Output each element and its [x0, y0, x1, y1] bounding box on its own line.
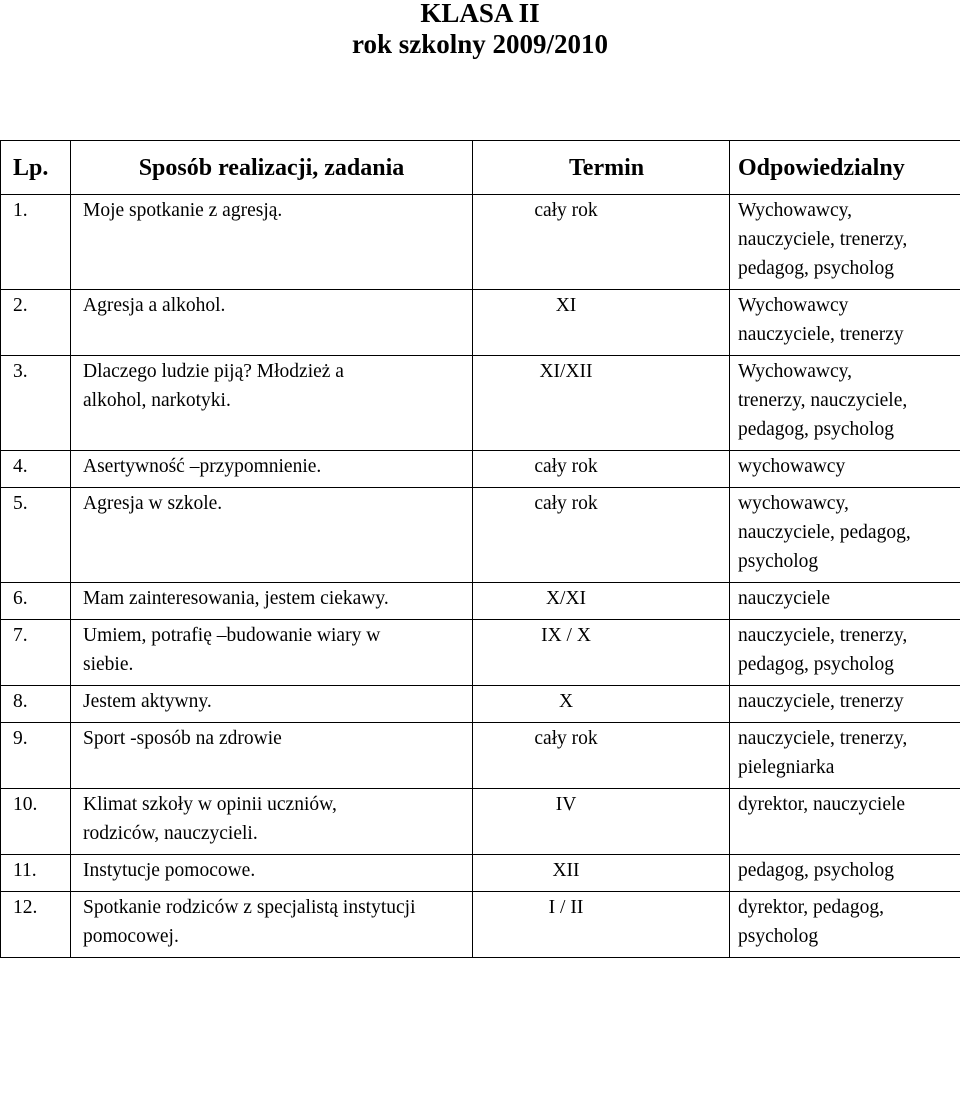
responsible-line: nauczyciele, pedagog, — [738, 522, 911, 543]
responsible-cell — [730, 686, 960, 723]
row-number: 7. — [1, 620, 71, 686]
document-title — [0, 0, 960, 60]
responsible-line: nauczyciele, trenerzy, — [738, 229, 908, 250]
responsible-line: Wychowawcy, — [738, 200, 852, 221]
term-cell: cały rok — [473, 723, 730, 789]
responsible-line: wychowawcy, — [738, 493, 849, 514]
table-row — [1, 686, 960, 723]
task-cell — [71, 451, 473, 488]
responsible-line: nauczyciele — [738, 588, 831, 609]
table-header-row — [1, 141, 960, 195]
responsible-cell — [730, 723, 960, 789]
table-row — [1, 488, 960, 583]
responsible-line: nauczyciele, trenerzy, — [738, 625, 908, 646]
task-line: Sport -sposób na zdrowie — [83, 728, 282, 749]
header-termin: Termin — [473, 141, 730, 195]
responsible-line: pedagog, psycholog — [738, 419, 894, 440]
task-line: Mam zainteresowania, jestem ciekawy. — [83, 588, 389, 609]
responsible-line: pedagog, psycholog — [738, 654, 894, 675]
term-cell: cały rok — [473, 488, 730, 583]
header-odpowiedzialny: Odpowiedzialny — [730, 141, 960, 195]
responsible-cell — [730, 892, 960, 958]
responsible-line: pielegniarka — [738, 757, 835, 778]
task-cell — [71, 488, 473, 583]
header-sposob: Sposób realizacji, zadania — [71, 141, 473, 195]
table-row — [1, 723, 960, 789]
task-line: siebie. — [83, 654, 134, 675]
responsible-line: psycholog — [738, 551, 819, 572]
responsible-cell — [730, 488, 960, 583]
table-row — [1, 290, 960, 356]
task-cell — [71, 583, 473, 620]
task-cell — [71, 290, 473, 356]
row-number: 5. — [1, 488, 71, 583]
task-cell — [71, 620, 473, 686]
responsible-line: wychowawcy — [738, 456, 846, 477]
responsible-line: psycholog — [738, 926, 819, 947]
task-cell — [71, 356, 473, 451]
table-row — [1, 451, 960, 488]
responsible-cell — [730, 789, 960, 855]
task-cell — [71, 195, 473, 290]
row-number: 11. — [1, 855, 71, 892]
term-cell: I / II — [473, 892, 730, 958]
task-line: pomocowej. — [83, 926, 179, 947]
responsible-line: Wychowawcy — [738, 295, 849, 316]
responsible-line: dyrektor, nauczyciele — [738, 794, 906, 815]
task-cell — [71, 686, 473, 723]
task-line: Spotkanie rodziców z specjalistą instytucji — [83, 897, 416, 918]
responsible-line: pedagog, psycholog — [738, 860, 894, 881]
term-cell: cały rok — [473, 451, 730, 488]
term-cell: cały rok — [473, 195, 730, 290]
row-number: 2. — [1, 290, 71, 356]
task-line: Umiem, potrafię –budowanie wiary w — [83, 625, 381, 646]
term-cell: X/XI — [473, 583, 730, 620]
activity-table — [0, 140, 960, 958]
responsible-cell — [730, 451, 960, 488]
task-line: Klimat szkoły w opinii uczniów, — [83, 794, 337, 815]
responsible-cell — [730, 356, 960, 451]
task-line: alkohol, narkotyki. — [83, 390, 231, 411]
table-row — [1, 583, 960, 620]
responsible-line: Wychowawcy, — [738, 361, 852, 382]
responsible-cell — [730, 583, 960, 620]
task-line: Instytucje pomocowe. — [83, 860, 256, 881]
responsible-line: nauczyciele, trenerzy — [738, 691, 904, 712]
responsible-line: nauczyciele, trenerzy — [738, 324, 904, 345]
task-line: rodziców, nauczycieli. — [83, 823, 258, 844]
row-number: 3. — [1, 356, 71, 451]
responsible-line: pedagog, psycholog — [738, 258, 894, 279]
table-row — [1, 195, 960, 290]
responsible-line: dyrektor, pedagog, — [738, 897, 884, 918]
row-number: 1. — [1, 195, 71, 290]
row-number: 8. — [1, 686, 71, 723]
table-row — [1, 892, 960, 958]
school-year-title: rok szkolny 2009/2010 — [351, 29, 609, 59]
task-cell — [71, 892, 473, 958]
responsible-cell — [730, 620, 960, 686]
task-line: Asertywność –przypomnienie. — [83, 456, 322, 477]
responsible-cell — [730, 290, 960, 356]
table-row — [1, 620, 960, 686]
term-cell: X — [473, 686, 730, 723]
task-line: Jestem aktywny. — [83, 691, 212, 712]
table-row — [1, 855, 960, 892]
row-number: 6. — [1, 583, 71, 620]
task-cell — [71, 789, 473, 855]
row-number: 4. — [1, 451, 71, 488]
row-number: 9. — [1, 723, 71, 789]
term-cell: XII — [473, 855, 730, 892]
task-line: Moje spotkanie z agresją. — [83, 200, 283, 221]
row-number: 10. — [1, 789, 71, 855]
responsible-line: trenerzy, nauczyciele, — [738, 390, 908, 411]
row-number: 12. — [1, 892, 71, 958]
task-line: Dlaczego ludzie piją? Młodzież a — [83, 361, 344, 382]
term-cell: IV — [473, 789, 730, 855]
term-cell: IX / X — [473, 620, 730, 686]
task-line: Agresja w szkole. — [83, 493, 223, 514]
term-cell: XI — [473, 290, 730, 356]
task-cell — [71, 723, 473, 789]
table-body — [1, 195, 960, 958]
responsible-cell — [730, 195, 960, 290]
table-row — [1, 356, 960, 451]
class-title: KLASA II — [420, 0, 540, 28]
table-row — [1, 789, 960, 855]
responsible-cell — [730, 855, 960, 892]
header-lp: Lp. — [1, 141, 71, 195]
term-cell: XI/XII — [473, 356, 730, 451]
task-line: Agresja a alkohol. — [83, 295, 226, 316]
responsible-line: nauczyciele, trenerzy, — [738, 728, 908, 749]
task-cell — [71, 855, 473, 892]
